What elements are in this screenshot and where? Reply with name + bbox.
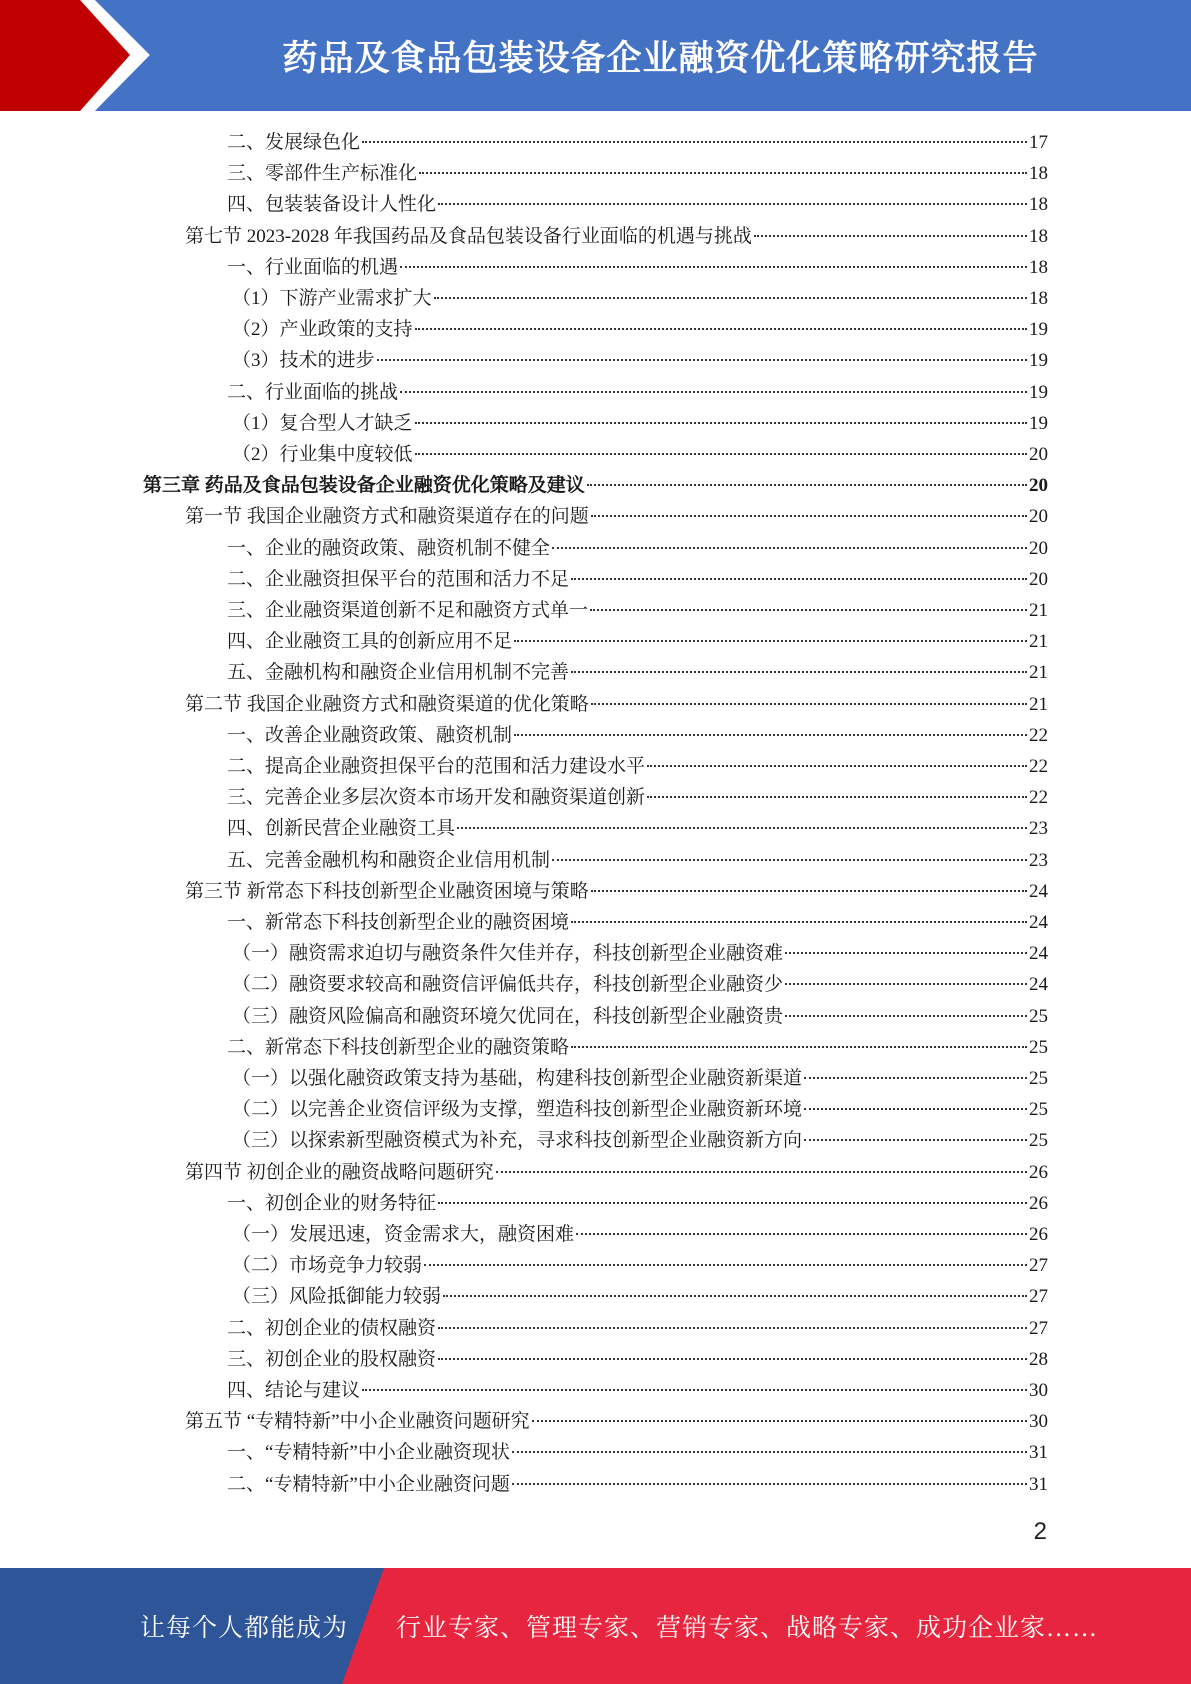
toc-entry-page: 23: [1029, 849, 1048, 871]
toc-entry-title: （1）下游产业需求扩大: [232, 288, 432, 309]
toc-entry[interactable]: [227, 1313, 1048, 1344]
toc-entry[interactable]: [185, 689, 1048, 720]
toc-entry-page: 24: [1029, 912, 1048, 933]
toc-entry[interactable]: [232, 969, 1048, 1000]
toc-entry[interactable]: [227, 377, 1048, 408]
toc-entry-page: 27: [1029, 1255, 1048, 1277]
toc-entry-title: 三、初创企业的股权融资: [227, 1348, 437, 1370]
toc-entry-title: 二、行业面临的挑战: [227, 381, 399, 403]
toc-entry[interactable]: [232, 1281, 1048, 1312]
toc-dot-leader: [591, 515, 1027, 517]
toc-entry-page: 24: [1029, 880, 1048, 902]
toc-entry-page: 30: [1029, 1411, 1048, 1433]
toc-entry-page: 19: [1029, 319, 1048, 341]
toc-entry-page: 21: [1029, 600, 1048, 621]
toc-entry[interactable]: [185, 1406, 1048, 1437]
toc-dot-leader: [571, 578, 1027, 580]
toc-dot-leader: [587, 484, 1027, 486]
toc-entry-page: 18: [1029, 288, 1048, 309]
toc-entry-page: 19: [1029, 412, 1048, 434]
report-title: 药品及食品包装设备企业融资优化策略研究报告: [282, 38, 1039, 78]
toc-entry[interactable]: [185, 876, 1048, 907]
toc-dot-leader: [514, 734, 1027, 736]
toc-entry-page: 18: [1029, 194, 1048, 216]
toc-entry-page: 18: [1029, 256, 1048, 278]
toc-entry[interactable]: [227, 1188, 1048, 1219]
toc-entry-page: 22: [1029, 724, 1048, 746]
toc-entry[interactable]: [227, 158, 1048, 189]
toc-dot-leader: [571, 1046, 1027, 1048]
toc-entry-page: 21: [1029, 662, 1048, 684]
toc-entry-title: 三、企业融资渠道创新不足和融资方式单一: [227, 600, 589, 621]
toc-entry-page: 18: [1029, 225, 1048, 247]
toc-entry-title: 一、企业的融资政策、融资机制不健全: [227, 537, 551, 559]
toc-entry[interactable]: [227, 1437, 1048, 1468]
toc-entry-page: 31: [1029, 1473, 1048, 1495]
toc-entry-title: 第三章 药品及食品包装设备企业融资优化策略及建议: [143, 475, 585, 497]
toc-dot-leader: [512, 1483, 1027, 1485]
toc-entry[interactable]: [232, 1250, 1048, 1281]
toc-dot-leader: [377, 359, 1027, 361]
toc-dot-leader: [591, 890, 1027, 892]
toc-dot-leader: [591, 703, 1027, 705]
toc-entry-page: 19: [1029, 350, 1048, 372]
toc-entry-page: 26: [1029, 1224, 1048, 1245]
toc-entry-page: 20: [1029, 506, 1048, 528]
toc-entry-title: （二）融资要求较高和融资信评偏低共存，科技创新型企业融资少: [232, 974, 784, 996]
toc-entry-page: 30: [1029, 1380, 1048, 1401]
toc-entry[interactable]: [232, 1125, 1048, 1156]
toc-entry-title: 四、企业融资工具的创新应用不足: [227, 631, 513, 653]
toc-entry[interactable]: [227, 1375, 1048, 1406]
toc-entry-title: 二、新常态下科技创新型企业的融资策略: [227, 1036, 570, 1058]
toc-entry[interactable]: [227, 657, 1048, 688]
toc-entry[interactable]: [185, 1157, 1048, 1188]
toc-entry-title: （3）技术的进步: [232, 350, 375, 372]
toc-entry-title: （一）融资需求迫切与融资条件欠佳并存，科技创新型企业融资难: [232, 943, 784, 965]
toc-entry-title: 五、金融机构和融资企业信用机制不完善: [227, 662, 570, 684]
toc-dot-leader: [785, 983, 1027, 985]
toc-entry[interactable]: [227, 564, 1048, 595]
toc-entry[interactable]: [227, 127, 1048, 158]
toc-entry[interactable]: [227, 907, 1048, 938]
toc-entry[interactable]: [232, 345, 1048, 376]
toc-dot-leader: [552, 859, 1027, 861]
toc-entry-page: 27: [1029, 1286, 1048, 1308]
toc-entry[interactable]: [227, 626, 1048, 657]
toc-entry-title: 一、“专精特新”中小企业融资现状: [227, 1442, 510, 1464]
toc-entry-title: （三）以探索新型融资模式为补充，寻求科技创新型企业融资新方向: [232, 1130, 803, 1152]
toc-entry[interactable]: [227, 782, 1048, 813]
toc-entry[interactable]: [143, 470, 1048, 501]
toc-dot-leader: [804, 1139, 1027, 1141]
toc-entry-title: 第二节 我国企业融资方式和融资渠道的优化策略: [185, 693, 589, 715]
toc-entry-title: 第五节 “专精特新”中小企业融资问题研究: [185, 1411, 530, 1433]
toc-entry-title: 二、初创企业的债权融资: [227, 1317, 437, 1339]
toc-entry-page: 24: [1029, 943, 1048, 965]
toc-entry[interactable]: [227, 751, 1048, 782]
footer-slogan-right: 行业专家、管理专家、营销专家、战略专家、成功企业家……: [396, 1615, 1099, 1642]
toc-entry-title: （二）以完善企业资信评级为支撑，塑造科技创新型企业融资新环境: [232, 1099, 803, 1121]
toc-entry-page: 22: [1029, 787, 1048, 809]
toc-entry[interactable]: [232, 1001, 1048, 1032]
toc-entry-page: 24: [1029, 974, 1048, 996]
toc-dot-leader: [415, 328, 1027, 330]
toc-entry-page: 28: [1029, 1348, 1048, 1370]
toc-dot-leader: [438, 1358, 1027, 1360]
toc-entry[interactable]: [232, 408, 1048, 439]
toc-entry-page: 19: [1029, 381, 1048, 403]
toc-entry-title: 三、零部件生产标准化: [227, 163, 418, 185]
toc-entry[interactable]: [227, 720, 1048, 751]
toc-entry-title: 一、行业面临的机遇: [227, 256, 399, 278]
toc-dot-leader: [457, 827, 1027, 829]
toc-entry-title: 一、初创企业的财务特征: [227, 1192, 437, 1214]
toc-dot-leader: [785, 952, 1027, 954]
page-footer: [0, 1568, 1191, 1684]
toc-entry-title: 二、发展绿色化: [227, 132, 361, 153]
toc-dot-leader: [532, 1420, 1027, 1422]
toc-dot-leader: [804, 1077, 1027, 1079]
toc-entry-page: 20: [1029, 444, 1048, 465]
toc-entry[interactable]: [232, 439, 1048, 470]
header-chevron-icon: [0, 0, 160, 111]
toc-entry[interactable]: [227, 1032, 1048, 1063]
toc-entry-title: 第一节 我国企业融资方式和融资渠道存在的问题: [185, 506, 589, 528]
toc-entry-page: 20: [1029, 537, 1048, 559]
toc-entry-page: 20: [1029, 475, 1048, 497]
toc-entry-page: 22: [1029, 756, 1048, 777]
toc-entry-title: 三、完善企业多层次资本市场开发和融资渠道创新: [227, 787, 646, 809]
toc-entry-page: 17: [1029, 132, 1048, 153]
toc-entry-title: （二）市场竞争力较弱: [232, 1255, 423, 1277]
toc-dot-leader: [362, 1389, 1027, 1391]
toc-entry[interactable]: [227, 845, 1048, 876]
toc-entry-page: 26: [1029, 1192, 1048, 1214]
toc-entry[interactable]: [185, 221, 1048, 252]
toc-entry-title: 二、提高企业融资担保平台的范围和活力建设水平: [227, 756, 646, 777]
toc-entry-page: 23: [1029, 818, 1048, 840]
page-number: 2: [1033, 1518, 1047, 1545]
toc-dot-leader: [434, 297, 1027, 299]
toc-dot-leader: [400, 266, 1027, 268]
toc-entry[interactable]: [232, 1219, 1048, 1250]
toc-entry-page: 25: [1029, 1099, 1048, 1121]
toc-dot-leader: [512, 1451, 1027, 1453]
toc-entry-page: 27: [1029, 1317, 1048, 1339]
toc-entry[interactable]: [227, 595, 1048, 626]
toc-entry-title: 一、改善企业融资政策、融资机制: [227, 724, 513, 746]
toc-entry-title: 四、创新民营企业融资工具: [227, 818, 456, 840]
toc-entry-page: 25: [1029, 1036, 1048, 1058]
toc-dot-leader: [647, 796, 1027, 798]
toc-entry-title: （1）复合型人才缺乏: [232, 412, 413, 434]
toc-entry-title: （三）风险抵御能力较弱: [232, 1286, 442, 1308]
toc-entry-title: （2）产业政策的支持: [232, 319, 413, 341]
toc-entry-page: 18: [1029, 163, 1048, 185]
toc-dot-leader: [804, 1108, 1027, 1110]
toc-entry[interactable]: [227, 813, 1048, 844]
toc-dot-leader: [443, 1295, 1027, 1297]
toc-entry-page: 31: [1029, 1442, 1048, 1464]
toc-dot-leader: [576, 1233, 1027, 1235]
toc-entry[interactable]: [232, 1063, 1048, 1094]
toc-entry-page: 20: [1029, 568, 1048, 590]
toc-entry[interactable]: [227, 1469, 1048, 1500]
toc-dot-leader: [514, 640, 1027, 642]
toc-dot-leader: [552, 547, 1027, 549]
toc-entry-title: 一、新常态下科技创新型企业的融资困境: [227, 912, 570, 933]
toc-entry-title: 二、“专精特新”中小企业融资问题: [227, 1473, 510, 1495]
toc-entry-title: 第七节 2023-2028 年我国药品及食品包装设备行业面临的机遇与挑战: [185, 225, 752, 247]
toc-dot-leader: [400, 391, 1027, 393]
toc-entry[interactable]: [227, 533, 1048, 564]
toc-dot-leader: [754, 235, 1027, 237]
toc-entry-title: 四、结论与建议: [227, 1380, 361, 1401]
toc-entry[interactable]: [232, 938, 1048, 969]
toc-dot-leader: [590, 609, 1027, 611]
toc-entry[interactable]: [232, 1094, 1048, 1125]
toc-dot-leader: [438, 1327, 1027, 1329]
toc-dot-leader: [496, 1171, 1027, 1173]
toc-dot-leader: [571, 671, 1027, 673]
toc-entry-title: （三）融资风险偏高和融资环境欠优同在，科技创新型企业融资贵: [232, 1005, 784, 1027]
toc-dot-leader: [438, 1202, 1027, 1204]
toc-dot-leader: [424, 1264, 1027, 1266]
toc-entry[interactable]: [232, 283, 1048, 314]
toc-entry-page: 25: [1029, 1005, 1048, 1027]
toc-dot-leader: [438, 203, 1027, 205]
toc-entry-title: 第四节 初创企业的融资战略问题研究: [185, 1161, 494, 1183]
toc-dot-leader: [785, 1015, 1027, 1017]
footer-slogan-left: 让每个人都能成为: [140, 1615, 349, 1642]
toc-entry-title: 四、包装装备设计人性化: [227, 194, 437, 216]
toc-entry-page: 26: [1029, 1161, 1048, 1183]
toc-dot-leader: [415, 422, 1027, 424]
toc-entry-title: （一）发展迅速，资金需求大，融资困难: [232, 1224, 575, 1245]
toc-dot-leader: [419, 172, 1027, 174]
toc-entry-page: 25: [1029, 1130, 1048, 1152]
toc-entry-title: （一）以强化融资政策支持为基础，构建科技创新型企业融资新渠道: [232, 1068, 803, 1089]
toc-entry-title: 二、企业融资担保平台的范围和活力不足: [227, 568, 570, 590]
toc-entry[interactable]: [185, 501, 1048, 532]
toc-entry-page: 21: [1029, 693, 1048, 715]
toc-entry-page: 25: [1029, 1068, 1048, 1089]
toc-dot-leader: [415, 453, 1027, 455]
toc-entry[interactable]: [227, 189, 1048, 220]
toc-entry[interactable]: [232, 314, 1048, 345]
toc-entry[interactable]: [227, 252, 1048, 283]
toc-dot-leader: [647, 765, 1027, 767]
toc-entry-page: 21: [1029, 631, 1048, 653]
toc-entry-title: 第三节 新常态下科技创新型企业融资困境与策略: [185, 880, 589, 902]
toc-dot-leader: [362, 141, 1027, 143]
page-header: [0, 0, 1191, 111]
toc-entry-title: 五、完善金融机构和融资企业信用机制: [227, 849, 551, 871]
toc-entry[interactable]: [227, 1344, 1048, 1375]
toc-entry-title: （2）行业集中度较低: [232, 444, 413, 465]
toc-dot-leader: [571, 921, 1027, 923]
